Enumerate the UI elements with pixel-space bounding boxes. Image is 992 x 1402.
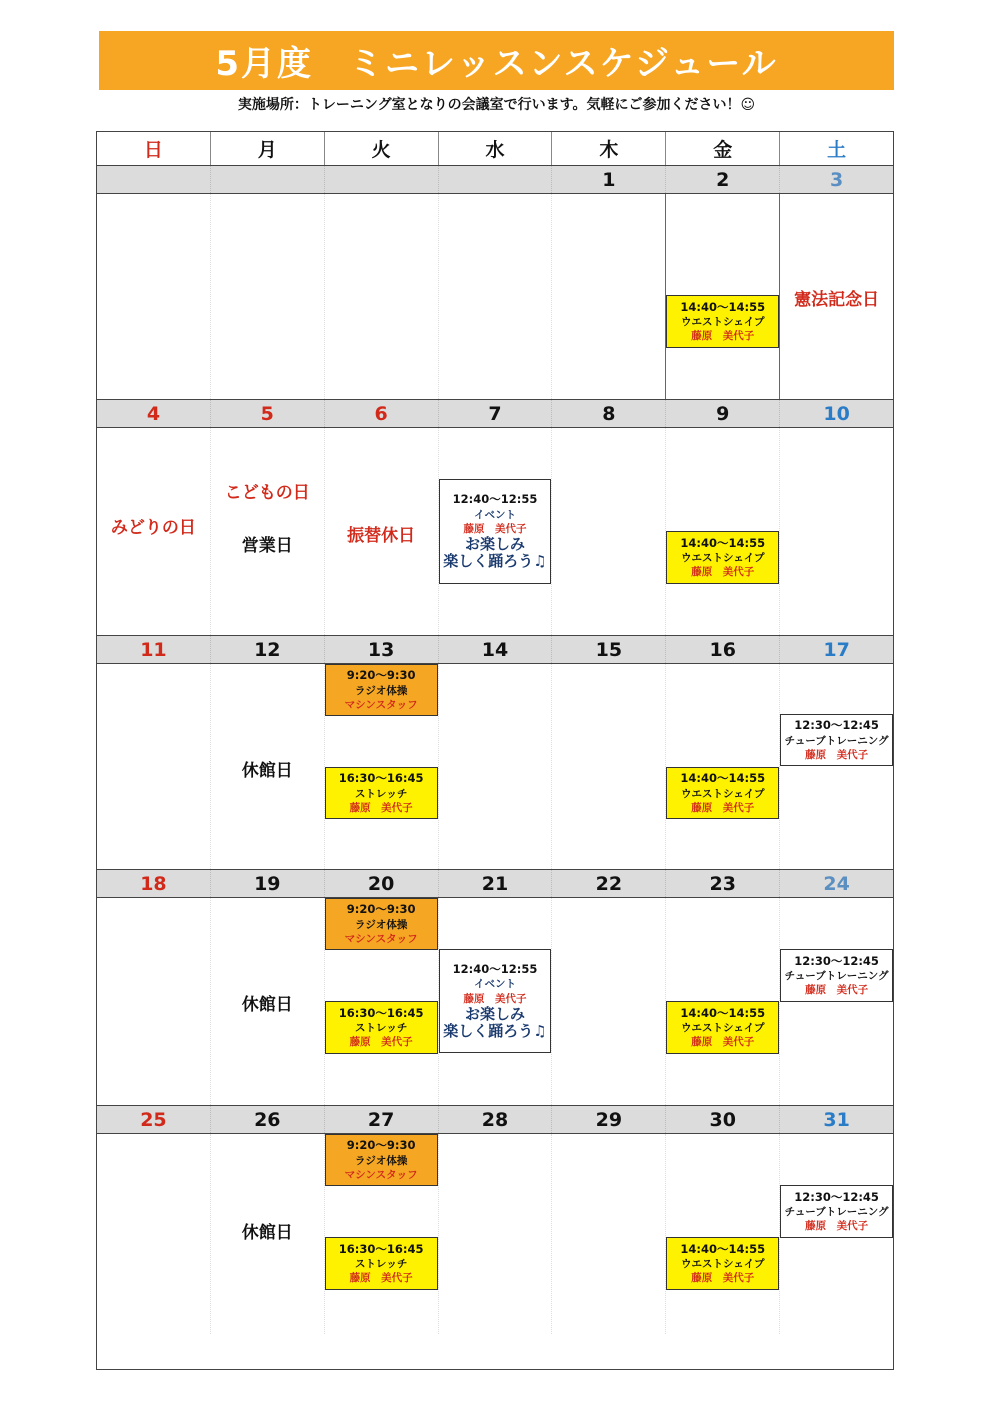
holiday-label: 憲法記念日: [794, 290, 880, 310]
event-waist-shape: [666, 295, 779, 348]
date-row: [97, 1106, 893, 1134]
event-name: ラジオ体操: [354, 918, 408, 931]
day-body-row: [97, 664, 893, 869]
day-cell: [97, 194, 211, 399]
event-name: イベント: [474, 508, 516, 521]
date-cell: 6: [325, 400, 439, 427]
day-cell: [666, 898, 780, 1105]
date-cell: 28: [439, 1106, 553, 1133]
event-name: ストレッチ: [354, 1022, 408, 1035]
weekday-sun: 日: [97, 132, 211, 165]
date-cell: 25: [97, 1106, 211, 1133]
weekday-thu: 木: [552, 132, 666, 165]
event-waist-shape: [666, 1001, 779, 1054]
week-3: [97, 636, 893, 870]
event-stretch: [325, 1237, 438, 1290]
date-cell: 17: [823, 638, 850, 661]
date-cell: 18: [97, 870, 211, 897]
date-cell: 31: [823, 1108, 850, 1131]
event-instructor: 藤原 美代子: [691, 1272, 755, 1285]
event-time: 12:30～12:45: [794, 953, 879, 968]
week-2: [97, 400, 893, 636]
date-cell: 2: [666, 166, 780, 193]
event-name: チューブトレーニング: [784, 1206, 889, 1219]
day-cell: [211, 428, 325, 635]
day-cell: [97, 428, 211, 635]
holiday-label: こどもの日: [224, 483, 310, 503]
day-cell: [211, 898, 325, 1105]
day-cell: [97, 1134, 211, 1334]
date-cell: 22: [552, 870, 666, 897]
date-row: [97, 400, 893, 428]
holiday-label: みどりの日: [110, 518, 196, 538]
event-instructor: 藤原 美代子: [805, 1220, 869, 1233]
event-time: 14:40～14:55: [680, 771, 766, 786]
event-time: 12:40～12:55: [452, 961, 538, 976]
event-instructor: 藤原 美代子: [805, 748, 869, 761]
event-name: ウエストシェイプ: [680, 552, 765, 565]
closed-label: 休館日: [241, 1223, 293, 1243]
event-line: 楽しく踊ろう♫: [443, 552, 547, 571]
event-name: ラジオ体操: [354, 684, 408, 697]
date-cell: 12: [211, 636, 325, 663]
day-cell: [211, 1134, 325, 1334]
date-cell: 8: [552, 400, 666, 427]
holiday-label: 振替休日: [347, 526, 416, 546]
event-time: 12:40～12:55: [452, 492, 538, 507]
week-4: [97, 870, 893, 1106]
event-special: [439, 949, 552, 1053]
event-name: ウエストシェイプ: [680, 316, 765, 329]
day-cell: [666, 1134, 780, 1334]
day-cell: [552, 428, 666, 635]
weekday-mon: 月: [211, 132, 325, 165]
event-instructor: 藤原 美代子: [463, 523, 527, 535]
event-tube-training: [780, 714, 893, 766]
day-cell: [325, 1134, 439, 1334]
date-cell: 30: [666, 1106, 780, 1133]
day-cell: [325, 898, 439, 1105]
day-body-row: [97, 428, 893, 635]
event-special: [439, 479, 552, 584]
day-body-row: [97, 1134, 893, 1334]
date-cell: [325, 166, 439, 193]
week-1: [97, 166, 893, 400]
date-cell: 3: [829, 168, 844, 191]
date-cell: 21: [439, 870, 553, 897]
date-cell: 26: [211, 1106, 325, 1133]
date-cell: 16: [666, 636, 780, 663]
event-time: 9:20～9:30: [346, 902, 416, 917]
date-cell: 14: [439, 636, 553, 663]
day-cell: [325, 428, 439, 635]
event-tube-training: [780, 1185, 893, 1238]
day-cell: [552, 898, 666, 1105]
event-radio-exercise: [325, 898, 438, 950]
date-cell: 13: [325, 636, 439, 663]
date-cell: 24: [823, 872, 850, 895]
event-radio-exercise: [325, 1134, 438, 1186]
weekday-wed: 水: [439, 132, 553, 165]
event-name: ラジオ体操: [354, 1154, 408, 1167]
date-cell: [439, 166, 553, 193]
event-instructor: マシンスタッフ: [344, 698, 418, 711]
weekday-header: [97, 132, 893, 166]
date-cell: 27: [325, 1106, 439, 1133]
date-cell: 4: [97, 400, 211, 427]
day-cell: [780, 898, 893, 1105]
event-instructor: 藤原 美代子: [349, 1272, 413, 1285]
closed-label: 休館日: [241, 995, 293, 1015]
day-cell: [780, 1134, 893, 1334]
event-waist-shape: [666, 1237, 779, 1290]
day-cell: [211, 194, 325, 399]
event-time: 9:20～9:30: [346, 1138, 416, 1153]
venue-note: 実施場所：トレーニング室となりの会議室で行います。気軽にご参加ください！☺: [237, 97, 756, 113]
event-instructor: 藤原 美代子: [691, 330, 755, 343]
day-cell: [325, 194, 439, 399]
day-cell: [325, 664, 439, 869]
day-cell: [552, 194, 666, 399]
event-instructor: 藤原 美代子: [349, 1036, 413, 1049]
event-instructor: 藤原 美代子: [805, 984, 869, 997]
event-time: 12:30～12:45: [794, 718, 879, 733]
event-time: 9:20～9:30: [346, 668, 416, 683]
week-5: [97, 1106, 893, 1334]
event-time: 12:30～12:45: [794, 1189, 879, 1204]
event-name: チューブトレーニング: [784, 970, 889, 983]
event-instructor: 藤原 美代子: [463, 992, 527, 1005]
day-cell: [211, 664, 325, 869]
day-cell: [780, 664, 893, 869]
event-time: 16:30～16:45: [338, 771, 424, 786]
day-cell: [439, 194, 553, 399]
date-cell: 10: [823, 402, 850, 425]
day-cell: [666, 428, 780, 635]
date-row: [97, 636, 893, 664]
event-name: ウエストシェイプ: [680, 1258, 765, 1271]
weekday-tue: 火: [325, 132, 439, 165]
weekday-sat: 土: [827, 139, 847, 161]
event-line: お楽しみ: [465, 535, 526, 554]
event-line: 楽しく踊ろう♫: [443, 1021, 547, 1040]
date-cell: 5: [211, 400, 325, 427]
event-line: お楽しみ: [465, 1004, 526, 1023]
date-row: [97, 870, 893, 898]
day-cell: [552, 664, 666, 869]
event-name: ストレッチ: [354, 787, 408, 800]
date-cell: [211, 166, 325, 193]
event-instructor: マシンスタッフ: [344, 932, 418, 945]
event-instructor: 藤原 美代子: [691, 566, 755, 579]
date-cell: 1: [552, 166, 666, 193]
day-cell: [666, 664, 780, 869]
event-instructor: マシンスタッフ: [344, 1168, 418, 1181]
date-cell: 29: [552, 1106, 666, 1133]
date-cell: [97, 166, 211, 193]
event-time: 14:40～14:55: [680, 1241, 766, 1256]
date-cell: 9: [666, 400, 780, 427]
day-cell: [780, 194, 893, 399]
event-radio-exercise: [325, 664, 438, 716]
date-row: [97, 166, 893, 194]
open-day-label: 営業日: [241, 536, 293, 556]
event-waist-shape: [666, 767, 779, 819]
event-time: 16:30～16:45: [338, 1241, 424, 1256]
day-cell: [97, 898, 211, 1105]
day-cell: [666, 194, 780, 399]
calendar: [96, 131, 894, 1370]
date-cell: 7: [439, 400, 553, 427]
event-instructor: 藤原 美代子: [349, 801, 413, 814]
day-cell: [439, 1134, 553, 1334]
event-time: 14:40～14:55: [680, 1005, 766, 1020]
day-cell: [97, 664, 211, 869]
day-cell: [780, 428, 893, 635]
closed-label: 休館日: [241, 761, 293, 781]
event-instructor: 藤原 美代子: [691, 801, 755, 814]
date-cell: 15: [552, 636, 666, 663]
date-cell: 11: [97, 636, 211, 663]
event-time: 16:30～16:45: [338, 1005, 424, 1020]
event-name: チューブトレーニング: [784, 734, 889, 747]
day-cell: [439, 664, 553, 869]
day-body-row: [97, 898, 893, 1105]
event-time: 14:40～14:55: [680, 299, 766, 314]
weekday-fri: 金: [666, 132, 780, 165]
event-waist-shape: [666, 531, 779, 584]
day-cell: [439, 898, 553, 1105]
date-cell: 23: [666, 870, 780, 897]
date-cell: 19: [211, 870, 325, 897]
event-name: ウエストシェイプ: [680, 787, 765, 800]
event-tube-training: [780, 949, 893, 1002]
event-time: 14:40～14:55: [680, 535, 766, 550]
event-stretch: [325, 767, 438, 819]
day-cell: [552, 1134, 666, 1334]
date-cell: 20: [325, 870, 439, 897]
event-name: イベント: [474, 978, 516, 991]
event-stretch: [325, 1001, 438, 1054]
day-cell: [439, 428, 553, 635]
page-title: 5月度 ミニレッスンスケジュール: [99, 31, 894, 90]
day-body-row: [97, 194, 893, 399]
event-name: ウエストシェイプ: [680, 1022, 765, 1035]
event-instructor: 藤原 美代子: [691, 1036, 755, 1049]
event-name: ストレッチ: [354, 1258, 408, 1271]
